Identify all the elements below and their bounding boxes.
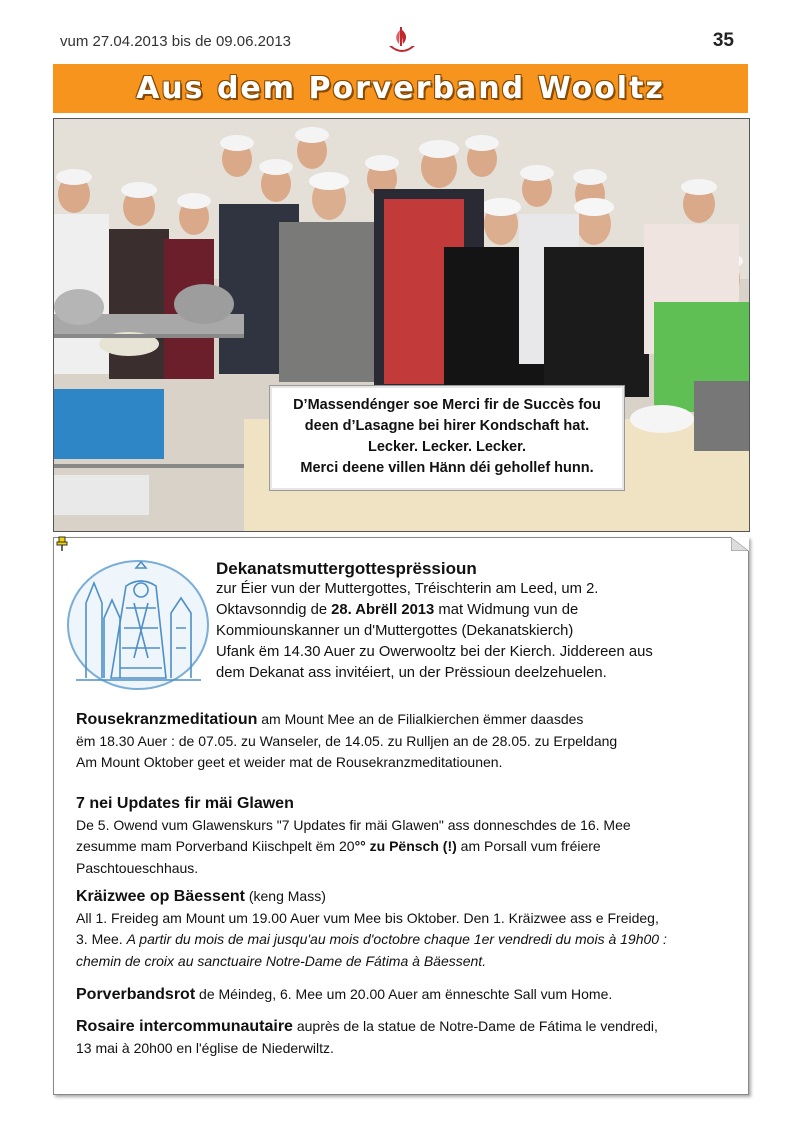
updates-line-2: zesumme mam Porverband Kiischpelt ëm 20°° zu Pënsch (!) am Porsall vum fréiere: [76, 838, 601, 854]
stations-line-1: All 1. Freideg am Mount um 19.00 Auer vum Mee bis Oktober. Den 1. Kräizwee ass e Freideg,: [76, 909, 659, 926]
banner-title: Aus dem Porverband Wooltz: [136, 71, 665, 106]
procession-line-1: zur Éier vun der Muttergottes, Tréischterin am Leed, um 2.: [216, 581, 599, 597]
header-date: vum 27.04.2013 bis de 09.06.2013: [60, 33, 292, 50]
rosaire-article: [76, 1016, 658, 1059]
caption-line-4: Merci deene villen Hänn déi gehollef hunn.: [300, 460, 594, 476]
procession-title: Dekanatsmuttergottesprëssioun: [216, 559, 477, 578]
caption-line-1: D’Massendénger soe Merci fir de Succès fou: [293, 397, 601, 413]
section-banner: [53, 64, 748, 113]
photo-caption: [270, 386, 624, 490]
parish-logo-icon: [385, 24, 419, 58]
rosaire-line-2: 13 mai à 20h00 en l'église de Niederwiltz.: [76, 1039, 334, 1056]
council-line: Porverbandsrot de Méindeg, 6. Mee um 20.00 Auer am ënneschte Sall vum Home.: [76, 986, 613, 1003]
rosary-line-2: ëm 18.30 Auer : de 07.05. zu Wanseler, de 14.05. zu Rulljen an de 28.05. zu Erpeldang: [76, 732, 618, 749]
pin-icon: [56, 536, 68, 552]
madonna-seal-icon: [66, 558, 211, 693]
procession-line-4: Ufank ëm 14.30 Auer zu Owerwooltz bei der Kierch. Jiddereen aus: [216, 644, 653, 660]
council-title: Porverbandsrot: [76, 986, 196, 1003]
announcements-box: [53, 537, 749, 1095]
rosary-title: Rousekranzmeditatioun: [76, 711, 258, 728]
updates-title: 7 nei Updates fir mäi Glawen: [76, 795, 294, 812]
stations-line-3: chemin de croix au sanctuaire Notre-Dame de Fátima à Bäessent.: [76, 952, 487, 969]
rosary-line-3: Am Mount Oktober geet et weider mat de Rousekranzmeditatiounen.: [76, 754, 503, 770]
council-article: [76, 984, 612, 1006]
rosaire-title: Rosaire intercommunautaire: [76, 1018, 293, 1035]
page-number: 35: [712, 30, 734, 51]
procession-line-5: dem Dekanat ass invitéiert, un der Prëssioun deelzehuelen.: [216, 665, 607, 681]
updates-line-1: De 5. Owend vum Glawenskurs "7 Updates fir mäi Glawen" ass donneschdes de 16. Mee: [76, 816, 631, 833]
procession-article: [216, 558, 653, 684]
updates-line-3: Paschtoueschhaus.: [76, 859, 199, 876]
rosaire-line-1: Rosaire intercommunautaire auprès de la statue de Notre-Dame de Fátima le vendredi,: [76, 1018, 658, 1035]
page-curl-icon: [731, 537, 749, 551]
stations-article: [76, 886, 667, 972]
stations-title: Kräizwee op Bäessent: [76, 888, 245, 905]
rosary-article: [76, 709, 617, 774]
stations-line-2: 3. Mee. A partir du mois de mai jusqu'au mois d'octobre chaque 1er vendredi du mois à 19h00 :: [76, 931, 667, 947]
caption-line-3: Lecker. Lecker. Lecker.: [367, 439, 526, 455]
stations-title-line: Kräizwee op Bäessent (keng Mass): [76, 888, 326, 905]
caption-line-2: deen d’Lasagne bei hirer Kondschaft hat.: [304, 418, 590, 434]
updates-article: [76, 793, 631, 879]
procession-line-3: Kommiounskanner un d'Muttergottes (Dekanatskierch): [216, 623, 574, 639]
procession-line-2: Oktavsonndig de 28. Abrëll 2013 mat Widmung vun de: [216, 602, 579, 618]
rosary-line-1: Rousekranzmeditatioun am Mount Mee an de Filialkierchen ëmmer daasdes: [76, 711, 584, 728]
